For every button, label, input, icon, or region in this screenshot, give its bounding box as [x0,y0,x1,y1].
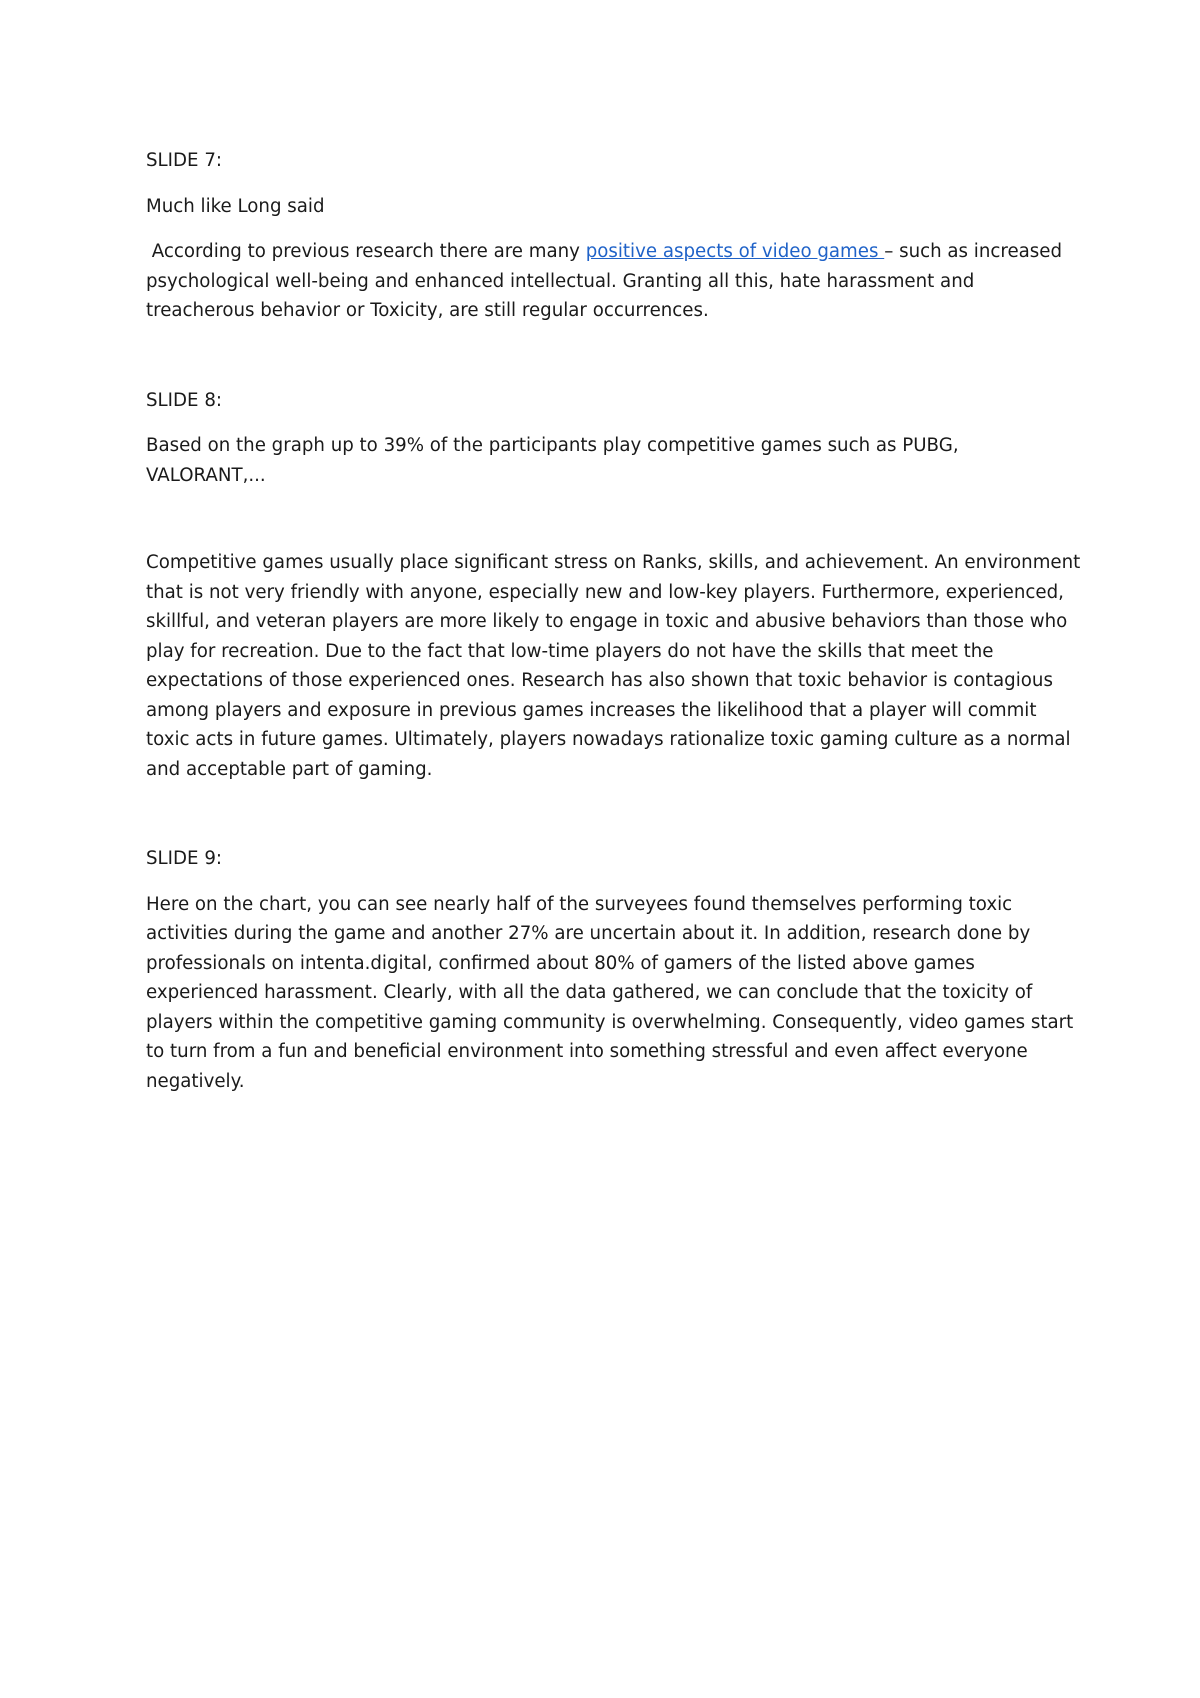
slide-9-line-1: Here on the chart, you can see nearly half of the surveyees found themselves performing toxic [146,893,1013,915]
slide-9-line-6: to turn from a fun and beneficial environment into something stressful and even affect everyone [146,1041,1028,1062]
slide-8-p2-line-7: toxic acts in future games. Ultimately, players nowadays rationalize toxic gaming culture as a normal [146,729,1071,750]
slide-8-p2-line-5: expectations of those experienced ones. Research has also shown that toxic behavior is contagious [146,670,1053,691]
slide-8-p2-line-2: that is not very friendly with anyone, especially new and low-key players. Furthermore, experienced, [146,581,1064,603]
slide-9-heading: SLIDE 9: [146,848,223,869]
slide-7-line-1-after: – such as increased [884,241,1063,262]
slide-7-line-2: psychological well-being and enhanced intellectual. Granting all this, hate harassment and [146,270,975,292]
slide-7-line-1 [146,237,1066,267]
slide-7-line-1-before: According to previous research there are many [146,241,586,262]
slide-8-p2-line-4: play for recreation. Due to the fact that low-time players do not have the skills that meet the [146,640,994,662]
slide-9-line-7: negatively. [146,1070,245,1092]
slide-9-line-5: players within the competitive gaming community is overwhelming. Consequently, video games start [146,1011,1074,1033]
document-body [146,146,1081,1096]
slide-9-line-2: activities during the game and another 27% are uncertain about it. In addition, research done by [146,923,1031,944]
positive-aspects-link[interactable]: positive aspects of video games [585,241,885,262]
slide-7-paragraph [146,237,1066,326]
slide-9-paragraph [146,890,1074,1097]
slide-8-paragraph-2 [146,548,1081,784]
slide-8-heading: SLIDE 8: [146,389,223,411]
slide-8-p1-line-2: VALORANT,... [146,464,266,486]
slide-8-paragraph-1 [146,431,1066,490]
slide-7-line-3: treacherous behavior or Toxicity, are still regular occurrences. [146,300,709,321]
slide-8-p2-line-3: skillful, and veteran players are more likely to engage in toxic and abusive behaviors than those who [146,611,1068,632]
slide-8-p1-line-1: Based on the graph up to 39% of the participants play competitive games such as PUBG, [146,435,959,456]
slide-8-p2-line-8: and acceptable part of gaming. [146,758,433,780]
slide-8-p2-line-1: Competitive games usually place significant stress on Ranks, skills, and achievement. An environment [146,552,1081,573]
slide-7-intro: Much like Long said [146,195,325,217]
slide-9-line-4: experienced harassment. Clearly, with all the data gathered, we can conclude that the toxicity of [146,982,1033,1003]
slide-8-p2-line-6: among players and exposure in previous games increases the likelihood that a player will commit [146,699,1037,721]
slide-7-heading: SLIDE 7: [146,150,223,171]
slide-9-line-3: professionals on intenta.digital, confirmed about 80% of gamers of the listed above games [146,952,975,974]
